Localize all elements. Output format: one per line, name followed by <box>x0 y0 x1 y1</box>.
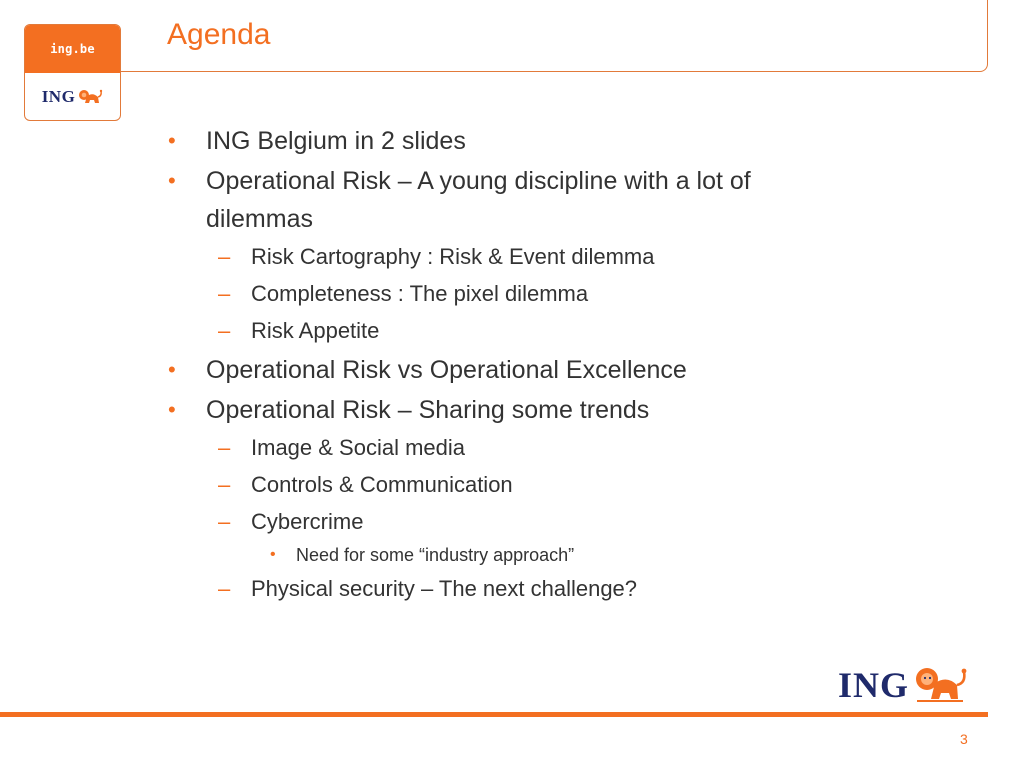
dash-marker: – <box>218 472 231 497</box>
ing-brand-text: ING <box>41 86 76 106</box>
list-item-text: Operational Risk – A young discipline with a lot of dilemmas <box>206 167 751 233</box>
bullet-marker: • <box>168 397 176 422</box>
dash-marker: – <box>218 435 231 460</box>
list-item <box>166 503 856 540</box>
ing-be-logo <box>24 24 121 121</box>
list-item-text: ING Belgium in 2 slides <box>206 127 466 155</box>
dash-marker: – <box>218 281 231 306</box>
list-item-text: Operational Risk vs Operational Excellence <box>206 356 687 384</box>
bullet-marker: • <box>168 357 176 382</box>
list-item <box>166 238 856 275</box>
bullet-marker: • <box>168 168 176 193</box>
list-item <box>166 570 856 607</box>
bullet-marker: • <box>270 546 276 563</box>
ing-brand-text: ING <box>838 665 910 705</box>
ing-lion-icon <box>913 665 969 705</box>
bullet-marker: • <box>168 128 176 153</box>
list-item-text: Completeness : The pixel dilemma <box>251 281 589 306</box>
list-item-text: Physical security – The next challenge? <box>251 576 638 601</box>
footer-divider <box>0 712 988 717</box>
list-item <box>166 122 856 160</box>
list-item <box>166 162 856 238</box>
page-title: Agenda <box>167 18 271 51</box>
agenda-list <box>166 120 856 607</box>
list-item <box>166 312 856 349</box>
dash-marker: – <box>218 244 231 269</box>
list-item-text: Operational Risk – Sharing some trends <box>206 396 650 424</box>
list-item-text: Risk Cartography : Risk & Event dilemma <box>251 244 655 269</box>
list-item-text: Cybercrime <box>251 509 364 534</box>
ing-lion-icon <box>77 88 103 106</box>
list-item <box>166 429 856 466</box>
list-item-text: Need for some “industry approach” <box>296 545 575 565</box>
list-item-text: Controls & Communication <box>251 472 513 497</box>
dash-marker: – <box>218 509 231 534</box>
list-item <box>166 540 856 570</box>
list-item-text: Image & Social media <box>251 435 465 460</box>
ing-logo-small <box>25 73 120 120</box>
dash-marker: – <box>218 576 231 601</box>
dash-marker: – <box>218 318 231 343</box>
list-item <box>166 275 856 312</box>
ing-logo <box>838 664 969 706</box>
ing-be-label: ing.be <box>25 25 120 73</box>
list-item-text: Risk Appetite <box>251 318 380 343</box>
list-item <box>166 391 856 429</box>
page-number: 3 <box>960 731 968 747</box>
list-item <box>166 351 856 389</box>
list-item <box>166 466 856 503</box>
